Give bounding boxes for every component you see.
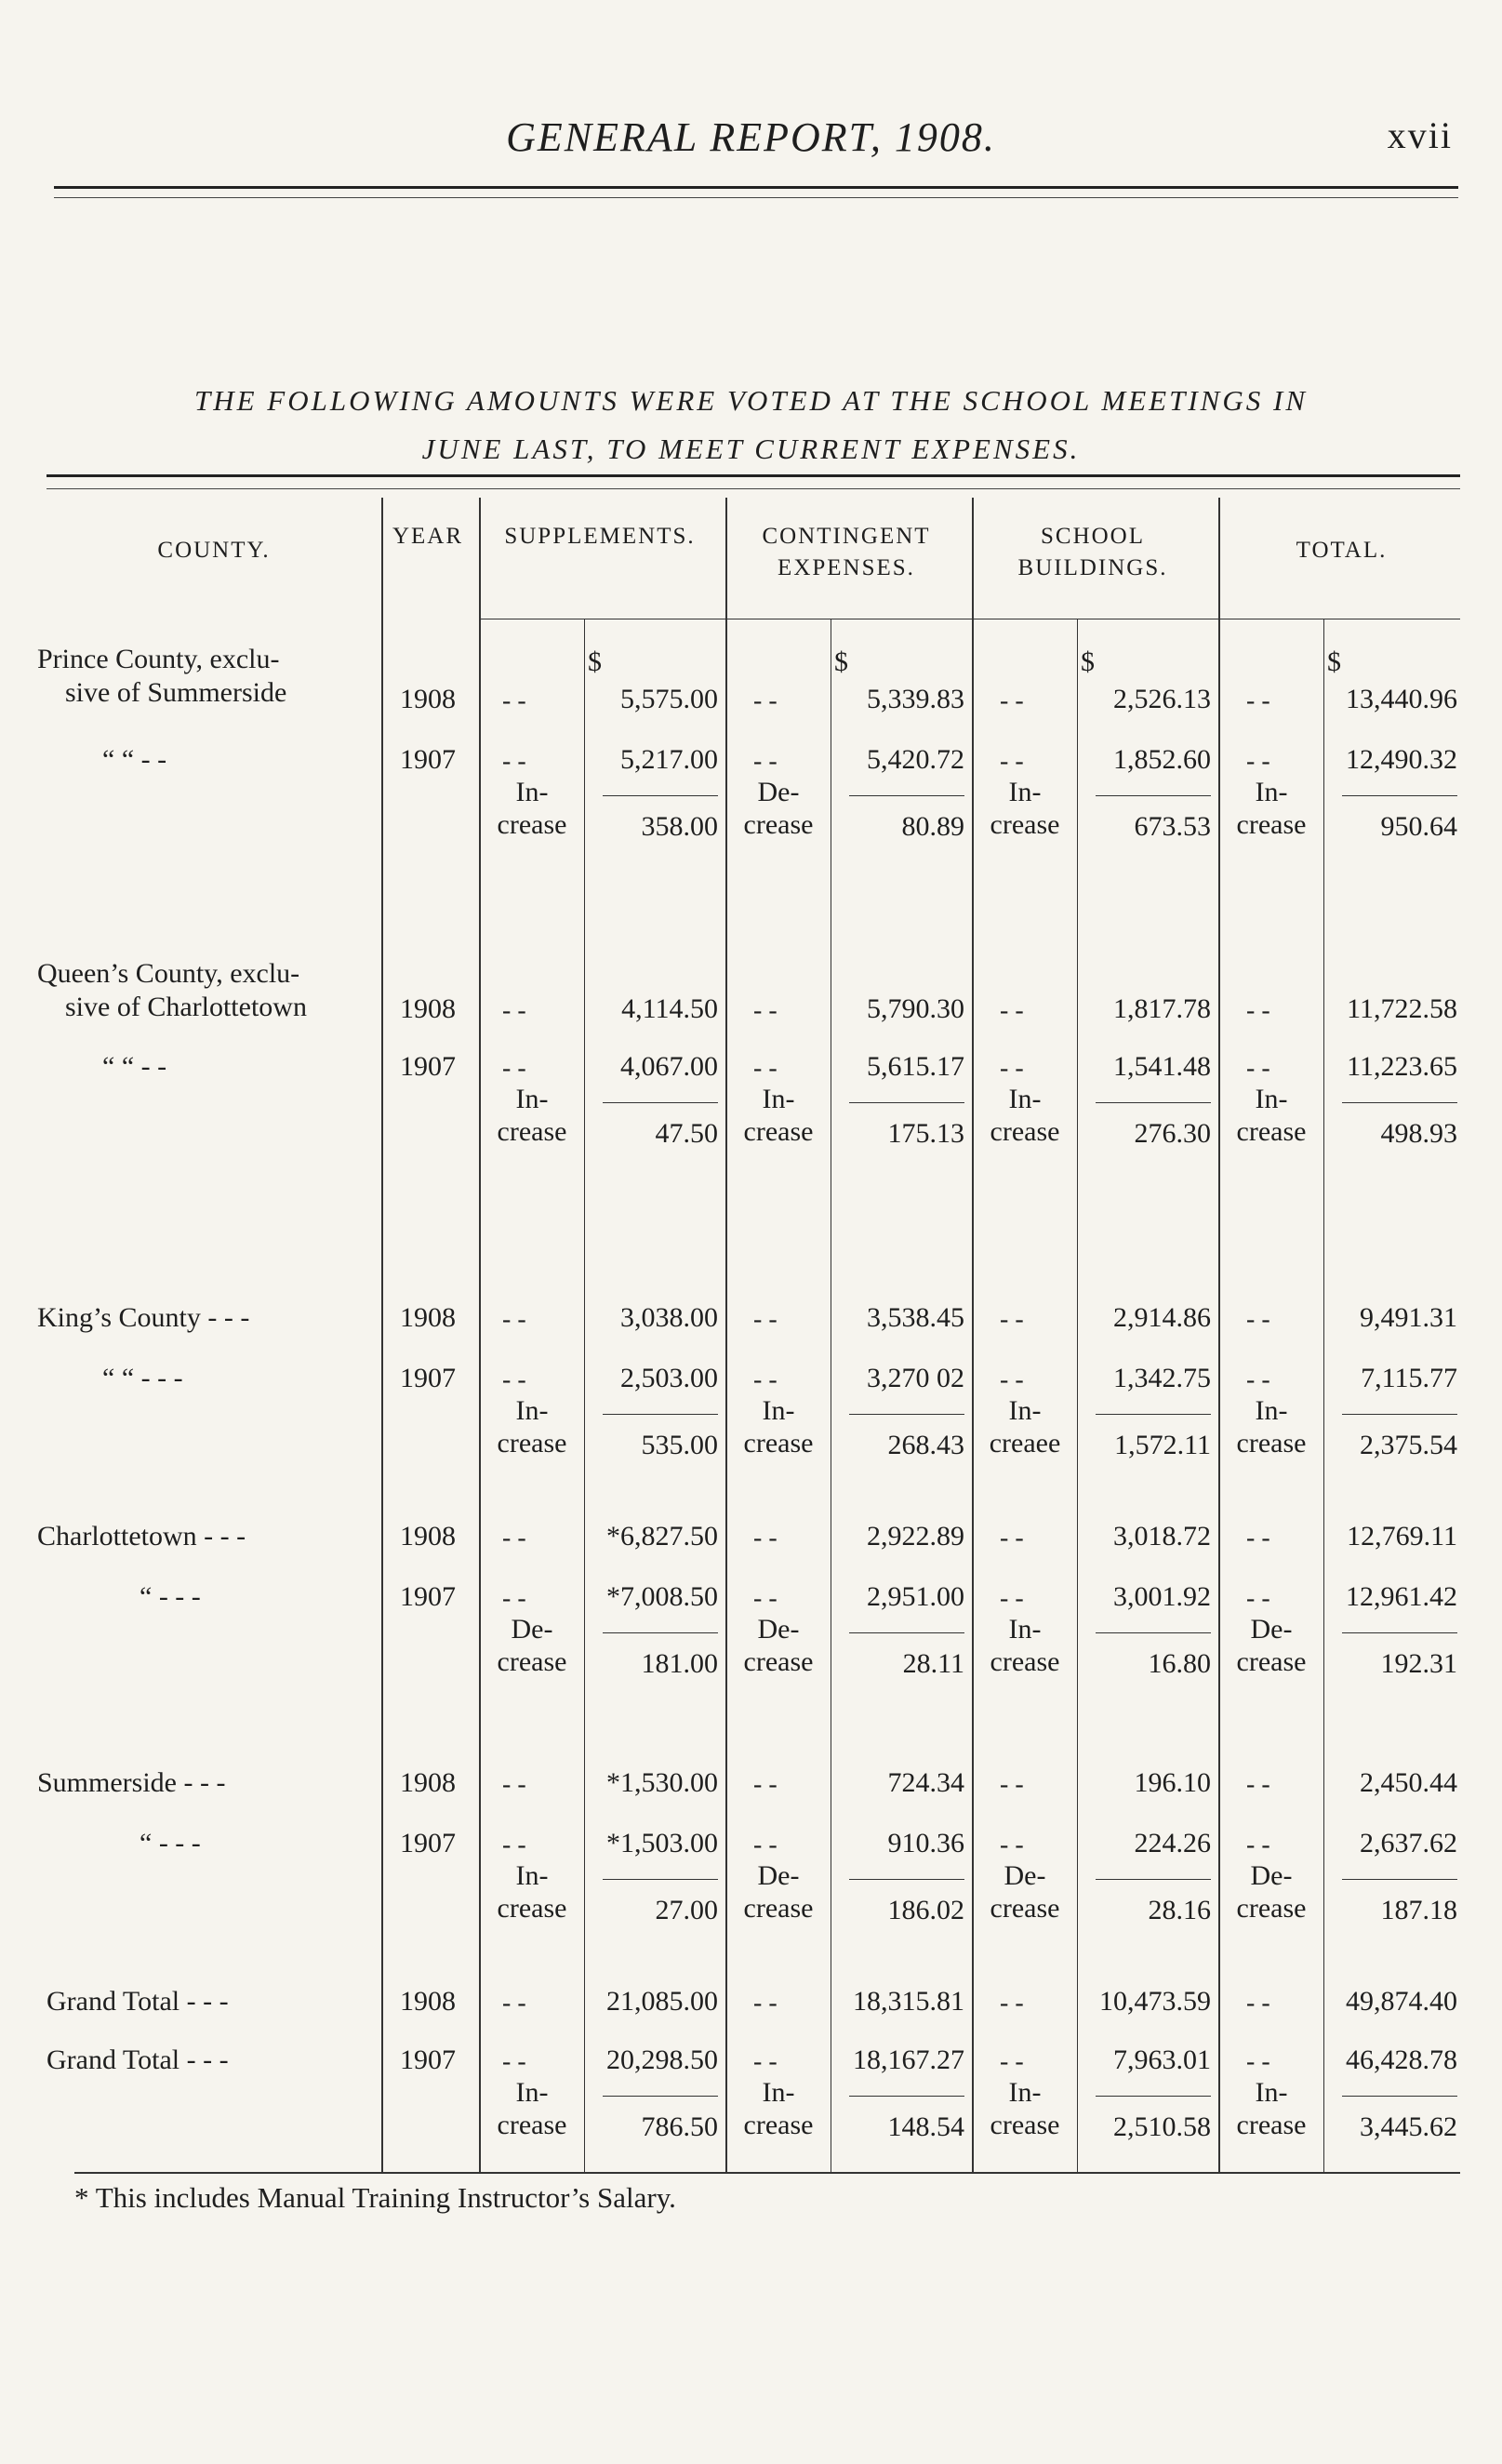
difference-rule bbox=[1096, 1879, 1211, 1880]
supplements-difference: 535.00 bbox=[641, 1430, 718, 1460]
change-label: In- bbox=[1008, 1614, 1042, 1645]
leader-dashes: - - bbox=[502, 1770, 526, 1799]
grand-total-label: Grand Total - - - bbox=[47, 2044, 229, 2075]
contingent-difference: 148.54 bbox=[887, 2111, 964, 2142]
contingent-1908: 18,315.81 bbox=[853, 1986, 964, 2017]
col-header-school bbox=[972, 521, 1214, 584]
change-label: In- bbox=[515, 1084, 549, 1114]
change-label: crease bbox=[1236, 1116, 1307, 1147]
change-label: In- bbox=[1008, 2077, 1042, 2108]
difference-rule bbox=[1096, 1414, 1211, 1415]
total-1907: 11,223.65 bbox=[1347, 1051, 1457, 1082]
difference-rule bbox=[849, 1102, 964, 1103]
caption-line-1: THE FOLLOWING AMOUNTS WERE VOTED AT THE SCHOOL MEETINGS IN bbox=[193, 384, 1308, 417]
col-header-school-line1: SCHOOL bbox=[1040, 524, 1145, 549]
contingent-1908: 2,922.89 bbox=[867, 1521, 964, 1552]
col-divider bbox=[1218, 498, 1220, 2172]
header-rule-thin bbox=[54, 197, 1458, 198]
change-label: crease bbox=[497, 1646, 567, 1677]
contingent-1907: 18,167.27 bbox=[853, 2044, 964, 2075]
contingent-difference: 28.11 bbox=[902, 1648, 964, 1679]
leader-dashes: - - bbox=[502, 1305, 526, 1334]
dollar-sign: $ bbox=[1081, 646, 1095, 677]
year-1908: 1908 bbox=[400, 1767, 456, 1798]
supplements-difference: 358.00 bbox=[641, 811, 718, 842]
school-difference: 2,510.58 bbox=[1113, 2111, 1211, 2142]
year-1907: 1907 bbox=[400, 1581, 456, 1612]
change-label: De- bbox=[1250, 1860, 1293, 1891]
county-name-cont: sive of Charlottetown bbox=[65, 992, 307, 1022]
total-1908: 11,722.58 bbox=[1347, 993, 1457, 1024]
change-label: In- bbox=[762, 1084, 795, 1114]
contingent-1908: 3,538.45 bbox=[867, 1302, 964, 1333]
change-label: In- bbox=[1255, 777, 1288, 807]
leader-dashes: - - bbox=[753, 1989, 778, 2018]
contingent-difference: 80.89 bbox=[901, 811, 964, 842]
school-1907: 224.26 bbox=[1134, 1828, 1211, 1858]
ditto-marks: “ - - - bbox=[140, 1581, 201, 1612]
difference-rule bbox=[1342, 1414, 1457, 1415]
leader-dashes: - - bbox=[753, 1305, 778, 1334]
school-1908: 1,817.78 bbox=[1113, 993, 1211, 1024]
total-1907: 12,490.32 bbox=[1346, 744, 1457, 775]
leader-dashes: - - bbox=[1000, 1989, 1024, 2018]
change-label: crease bbox=[990, 1116, 1060, 1147]
dollar-sign: $ bbox=[1327, 646, 1341, 677]
contingent-difference: 186.02 bbox=[887, 1895, 964, 1925]
leader-dashes: - - bbox=[1000, 1524, 1024, 1552]
contingent-1907: 2,951.00 bbox=[867, 1581, 964, 1612]
school-1908: 3,018.72 bbox=[1113, 1521, 1211, 1552]
difference-rule bbox=[849, 795, 964, 796]
change-label: crease bbox=[990, 1646, 1060, 1677]
leader-dashes: - - bbox=[502, 1054, 526, 1083]
supplements-1908: 5,575.00 bbox=[620, 684, 718, 714]
header-rule bbox=[54, 186, 1458, 189]
leader-dashes: - - bbox=[1246, 747, 1270, 776]
supplements-1908: 21,085.00 bbox=[606, 1986, 718, 2017]
change-label: crease bbox=[1236, 809, 1307, 840]
grand-total-label: Grand Total - - - bbox=[47, 1986, 229, 2017]
leader-dashes: - - bbox=[1000, 1770, 1024, 1799]
leader-dashes: - - bbox=[502, 1584, 526, 1613]
leader-dashes: - - bbox=[502, 996, 526, 1025]
dollar-sign: $ bbox=[588, 646, 602, 677]
contingent-1907: 5,420.72 bbox=[867, 744, 964, 775]
school-1908: 2,526.13 bbox=[1113, 684, 1211, 714]
difference-rule bbox=[849, 1879, 964, 1880]
school-1907: 7,963.01 bbox=[1113, 2044, 1211, 2075]
change-label: crease bbox=[497, 1116, 567, 1147]
contingent-1908: 724.34 bbox=[887, 1767, 964, 1798]
school-1907: 1,342.75 bbox=[1113, 1363, 1211, 1393]
leader-dashes: - - bbox=[502, 1831, 526, 1859]
change-label: creaee bbox=[989, 1428, 1061, 1458]
total-1908: 9,491.31 bbox=[1360, 1302, 1457, 1333]
ditto-marks: “ - - - bbox=[140, 1828, 201, 1858]
col-header-contingent-line1: CONTINGENT bbox=[762, 524, 931, 549]
difference-rule bbox=[849, 1632, 964, 1633]
leader-dashes: - - bbox=[1246, 1524, 1270, 1552]
change-label: In- bbox=[1255, 1395, 1288, 1426]
change-label: crease bbox=[990, 1893, 1060, 1924]
change-label: In- bbox=[1255, 1084, 1288, 1114]
difference-rule bbox=[603, 795, 718, 796]
change-label: crease bbox=[497, 2110, 567, 2140]
county-name: Charlottetown - - - bbox=[37, 1521, 246, 1552]
total-difference: 3,445.62 bbox=[1360, 2111, 1457, 2142]
total-1908: 13,440.96 bbox=[1346, 684, 1457, 714]
supplements-difference: 786.50 bbox=[641, 2111, 718, 2142]
col-header-contingent-line2: EXPENSES. bbox=[778, 555, 915, 580]
change-label: In- bbox=[515, 1395, 549, 1426]
difference-rule bbox=[1342, 2096, 1457, 2097]
supplements-difference: 181.00 bbox=[641, 1648, 718, 1679]
change-label: crease bbox=[497, 1428, 567, 1458]
year-1907: 1907 bbox=[400, 744, 456, 775]
contingent-1908: 5,790.30 bbox=[867, 993, 964, 1024]
supplements-difference: 27.00 bbox=[655, 1895, 718, 1925]
change-label: De- bbox=[1250, 1614, 1293, 1645]
year-1908: 1908 bbox=[400, 684, 456, 714]
county-name: King’s County - - - bbox=[37, 1302, 250, 1333]
leader-dashes: - - bbox=[753, 1054, 778, 1083]
county-name-cont: sive of Summerside bbox=[65, 677, 287, 708]
difference-rule bbox=[1096, 795, 1211, 796]
change-label: In- bbox=[515, 777, 549, 807]
table-caption bbox=[42, 377, 1460, 473]
year-1907: 1907 bbox=[400, 1828, 456, 1858]
leader-dashes: - - bbox=[1000, 1584, 1024, 1613]
total-1908: 2,450.44 bbox=[1360, 1767, 1457, 1798]
caption-line-2: JUNE LAST, TO MEET CURRENT EXPENSES. bbox=[421, 433, 1081, 465]
leader-dashes: - - bbox=[1246, 686, 1270, 715]
leader-dashes: - - bbox=[753, 1524, 778, 1552]
school-1907: 3,001.92 bbox=[1113, 1581, 1211, 1612]
change-label: crease bbox=[1236, 1893, 1307, 1924]
change-label: In- bbox=[762, 1395, 795, 1426]
total-difference: 498.93 bbox=[1380, 1118, 1457, 1149]
contingent-1907: 3,270 02 bbox=[867, 1363, 964, 1393]
change-label: crease bbox=[497, 809, 567, 840]
change-label: crease bbox=[1236, 1646, 1307, 1677]
total-difference: 187.18 bbox=[1380, 1895, 1457, 1925]
leader-dashes: - - bbox=[753, 686, 778, 715]
contingent-1907: 910.36 bbox=[887, 1828, 964, 1858]
year-1907: 1907 bbox=[400, 1051, 456, 1082]
ditto-marks: “ “ - - bbox=[102, 744, 167, 775]
supplements-1908: *6,827.50 bbox=[606, 1521, 718, 1552]
col-header-school-line2: BUILDINGS. bbox=[1017, 555, 1168, 580]
supplements-1907: *7,008.50 bbox=[606, 1581, 718, 1612]
difference-rule bbox=[1342, 1632, 1457, 1633]
total-1908: 49,874.40 bbox=[1346, 1986, 1457, 2017]
supplements-1907: 2,503.00 bbox=[620, 1363, 718, 1393]
change-label: De- bbox=[757, 1860, 800, 1891]
county-name: Summerside - - - bbox=[37, 1767, 226, 1798]
leader-dashes: - - bbox=[502, 1989, 526, 2018]
leader-dashes: - - bbox=[1246, 1054, 1270, 1083]
total-1907: 7,115.77 bbox=[1361, 1363, 1457, 1393]
school-1908: 196.10 bbox=[1134, 1767, 1211, 1798]
leader-dashes: - - bbox=[1246, 996, 1270, 1025]
col-header-year: YEAR bbox=[392, 524, 464, 549]
school-difference: 673.53 bbox=[1134, 811, 1211, 842]
col-header-county: COUNTY. bbox=[157, 538, 271, 563]
difference-rule bbox=[603, 2096, 718, 2097]
difference-rule bbox=[849, 1414, 964, 1415]
leader-dashes: - - bbox=[1246, 1989, 1270, 2018]
total-difference: 950.64 bbox=[1380, 811, 1457, 842]
change-label: crease bbox=[497, 1893, 567, 1924]
contingent-1907: 5,615.17 bbox=[867, 1051, 964, 1082]
change-label: De- bbox=[757, 1614, 800, 1645]
school-1907: 1,852.60 bbox=[1113, 744, 1211, 775]
table-bottom-rule bbox=[74, 2172, 1460, 2174]
ditto-marks: “ “ - - - bbox=[102, 1363, 183, 1393]
change-label: De- bbox=[757, 777, 800, 807]
col-divider bbox=[479, 498, 481, 2172]
year-1908: 1908 bbox=[400, 993, 456, 1024]
leader-dashes: - - bbox=[753, 1770, 778, 1799]
leader-dashes: - - bbox=[502, 1365, 526, 1394]
year-1907: 1907 bbox=[400, 1363, 456, 1393]
change-label: crease bbox=[1236, 1428, 1307, 1458]
supplements-1907: 4,067.00 bbox=[620, 1051, 718, 1082]
leader-dashes: - - bbox=[1000, 747, 1024, 776]
difference-rule bbox=[1342, 1879, 1457, 1880]
county-name: Prince County, exclu- bbox=[37, 644, 280, 674]
dollar-sign: $ bbox=[834, 646, 848, 677]
school-1908: 10,473.59 bbox=[1099, 1986, 1211, 2017]
change-label: crease bbox=[990, 809, 1060, 840]
change-label: crease bbox=[743, 809, 814, 840]
total-1907: 2,637.62 bbox=[1360, 1828, 1457, 1858]
col-divider bbox=[725, 498, 727, 2172]
school-1908: 2,914.86 bbox=[1113, 1302, 1211, 1333]
school-1907: 1,541.48 bbox=[1113, 1051, 1211, 1082]
leader-dashes: - - bbox=[1000, 1365, 1024, 1394]
supplements-1908: 4,114.50 bbox=[621, 993, 718, 1024]
change-label: crease bbox=[743, 2110, 814, 2140]
difference-rule bbox=[603, 1632, 718, 1633]
leader-dashes: - - bbox=[1000, 1305, 1024, 1334]
ditto-marks: “ “ - - bbox=[102, 1051, 167, 1082]
year-1907: 1907 bbox=[400, 2044, 456, 2075]
leader-dashes: - - bbox=[1000, 1831, 1024, 1859]
year-1908: 1908 bbox=[400, 1302, 456, 1333]
change-label: crease bbox=[743, 1428, 814, 1458]
change-label: In- bbox=[515, 1860, 549, 1891]
difference-rule bbox=[849, 2096, 964, 2097]
difference-rule bbox=[1342, 795, 1457, 796]
sub-divider bbox=[1077, 619, 1078, 2172]
supplements-difference: 47.50 bbox=[655, 1118, 718, 1149]
change-label: In- bbox=[1008, 1084, 1042, 1114]
change-label: crease bbox=[743, 1116, 814, 1147]
leader-dashes: - - bbox=[753, 747, 778, 776]
leader-dashes: - - bbox=[1246, 2047, 1270, 2076]
difference-rule bbox=[603, 1879, 718, 1880]
col-header-contingent bbox=[730, 521, 963, 584]
leader-dashes: - - bbox=[1000, 996, 1024, 1025]
change-label: In- bbox=[762, 2077, 795, 2108]
change-label: In- bbox=[1008, 1395, 1042, 1426]
change-label: crease bbox=[1236, 2110, 1307, 2140]
school-difference: 276.30 bbox=[1134, 1118, 1211, 1149]
table-top-rule bbox=[47, 474, 1460, 477]
footnote: * This includes Manual Training Instructor’s Salary. bbox=[74, 2181, 676, 2214]
leader-dashes: - - bbox=[502, 2047, 526, 2076]
supplements-1907: 5,217.00 bbox=[620, 744, 718, 775]
page-number: xvii bbox=[1387, 114, 1453, 156]
leader-dashes: - - bbox=[753, 2047, 778, 2076]
total-1907: 12,961.42 bbox=[1346, 1581, 1457, 1612]
col-header-supplements: SUPPLEMENTS. bbox=[504, 524, 696, 549]
leader-dashes: - - bbox=[1000, 686, 1024, 715]
table-top-rule-thin bbox=[47, 488, 1460, 489]
school-difference: 28.16 bbox=[1148, 1895, 1211, 1925]
sub-divider bbox=[584, 619, 585, 2172]
difference-rule bbox=[1096, 2096, 1211, 2097]
leader-dashes: - - bbox=[502, 747, 526, 776]
leader-dashes: - - bbox=[753, 996, 778, 1025]
difference-rule bbox=[1096, 1632, 1211, 1633]
total-difference: 192.31 bbox=[1380, 1648, 1457, 1679]
leader-dashes: - - bbox=[1246, 1584, 1270, 1613]
contingent-difference: 268.43 bbox=[887, 1430, 964, 1460]
difference-rule bbox=[1096, 1102, 1211, 1103]
leader-dashes: - - bbox=[1000, 1054, 1024, 1083]
leader-dashes: - - bbox=[753, 1365, 778, 1394]
change-label: De- bbox=[511, 1614, 553, 1645]
change-label: In- bbox=[515, 2077, 549, 2108]
difference-rule bbox=[603, 1102, 718, 1103]
change-label: In- bbox=[1008, 777, 1042, 807]
change-label: crease bbox=[743, 1646, 814, 1677]
difference-rule bbox=[1342, 1102, 1457, 1103]
change-label: De- bbox=[1004, 1860, 1046, 1891]
school-difference: 1,572.11 bbox=[1114, 1430, 1211, 1460]
col-header-total: TOTAL. bbox=[1296, 538, 1388, 563]
change-label: In- bbox=[1255, 2077, 1288, 2108]
leader-dashes: - - bbox=[1246, 1770, 1270, 1799]
year-1908: 1908 bbox=[400, 1521, 456, 1552]
leader-dashes: - - bbox=[753, 1831, 778, 1859]
leader-dashes: - - bbox=[502, 686, 526, 715]
leader-dashes: - - bbox=[1246, 1365, 1270, 1394]
total-difference: 2,375.54 bbox=[1360, 1430, 1457, 1460]
total-1907: 46,428.78 bbox=[1346, 2044, 1457, 2075]
supplements-1908: 3,038.00 bbox=[620, 1302, 718, 1333]
county-name: Queen’s County, exclu- bbox=[37, 958, 300, 989]
difference-rule bbox=[603, 1414, 718, 1415]
total-1908: 12,769.11 bbox=[1347, 1521, 1457, 1552]
change-label: crease bbox=[743, 1893, 814, 1924]
leader-dashes: - - bbox=[1000, 2047, 1024, 2076]
supplements-1908: *1,530.00 bbox=[606, 1767, 718, 1798]
year-1908: 1908 bbox=[400, 1986, 456, 2017]
sub-divider bbox=[1323, 619, 1324, 2172]
contingent-difference: 175.13 bbox=[887, 1118, 964, 1149]
col-divider bbox=[381, 498, 383, 2172]
leader-dashes: - - bbox=[1246, 1305, 1270, 1334]
supplements-1907: *1,503.00 bbox=[606, 1828, 718, 1858]
school-difference: 16.80 bbox=[1148, 1648, 1211, 1679]
supplements-1907: 20,298.50 bbox=[606, 2044, 718, 2075]
page-title: GENERAL REPORT, 1908. bbox=[506, 114, 996, 160]
contingent-1908: 5,339.83 bbox=[867, 684, 964, 714]
leader-dashes: - - bbox=[1246, 1831, 1270, 1859]
col-divider bbox=[972, 498, 974, 2172]
change-label: crease bbox=[990, 2110, 1060, 2140]
leader-dashes: - - bbox=[502, 1524, 526, 1552]
leader-dashes: - - bbox=[753, 1584, 778, 1613]
